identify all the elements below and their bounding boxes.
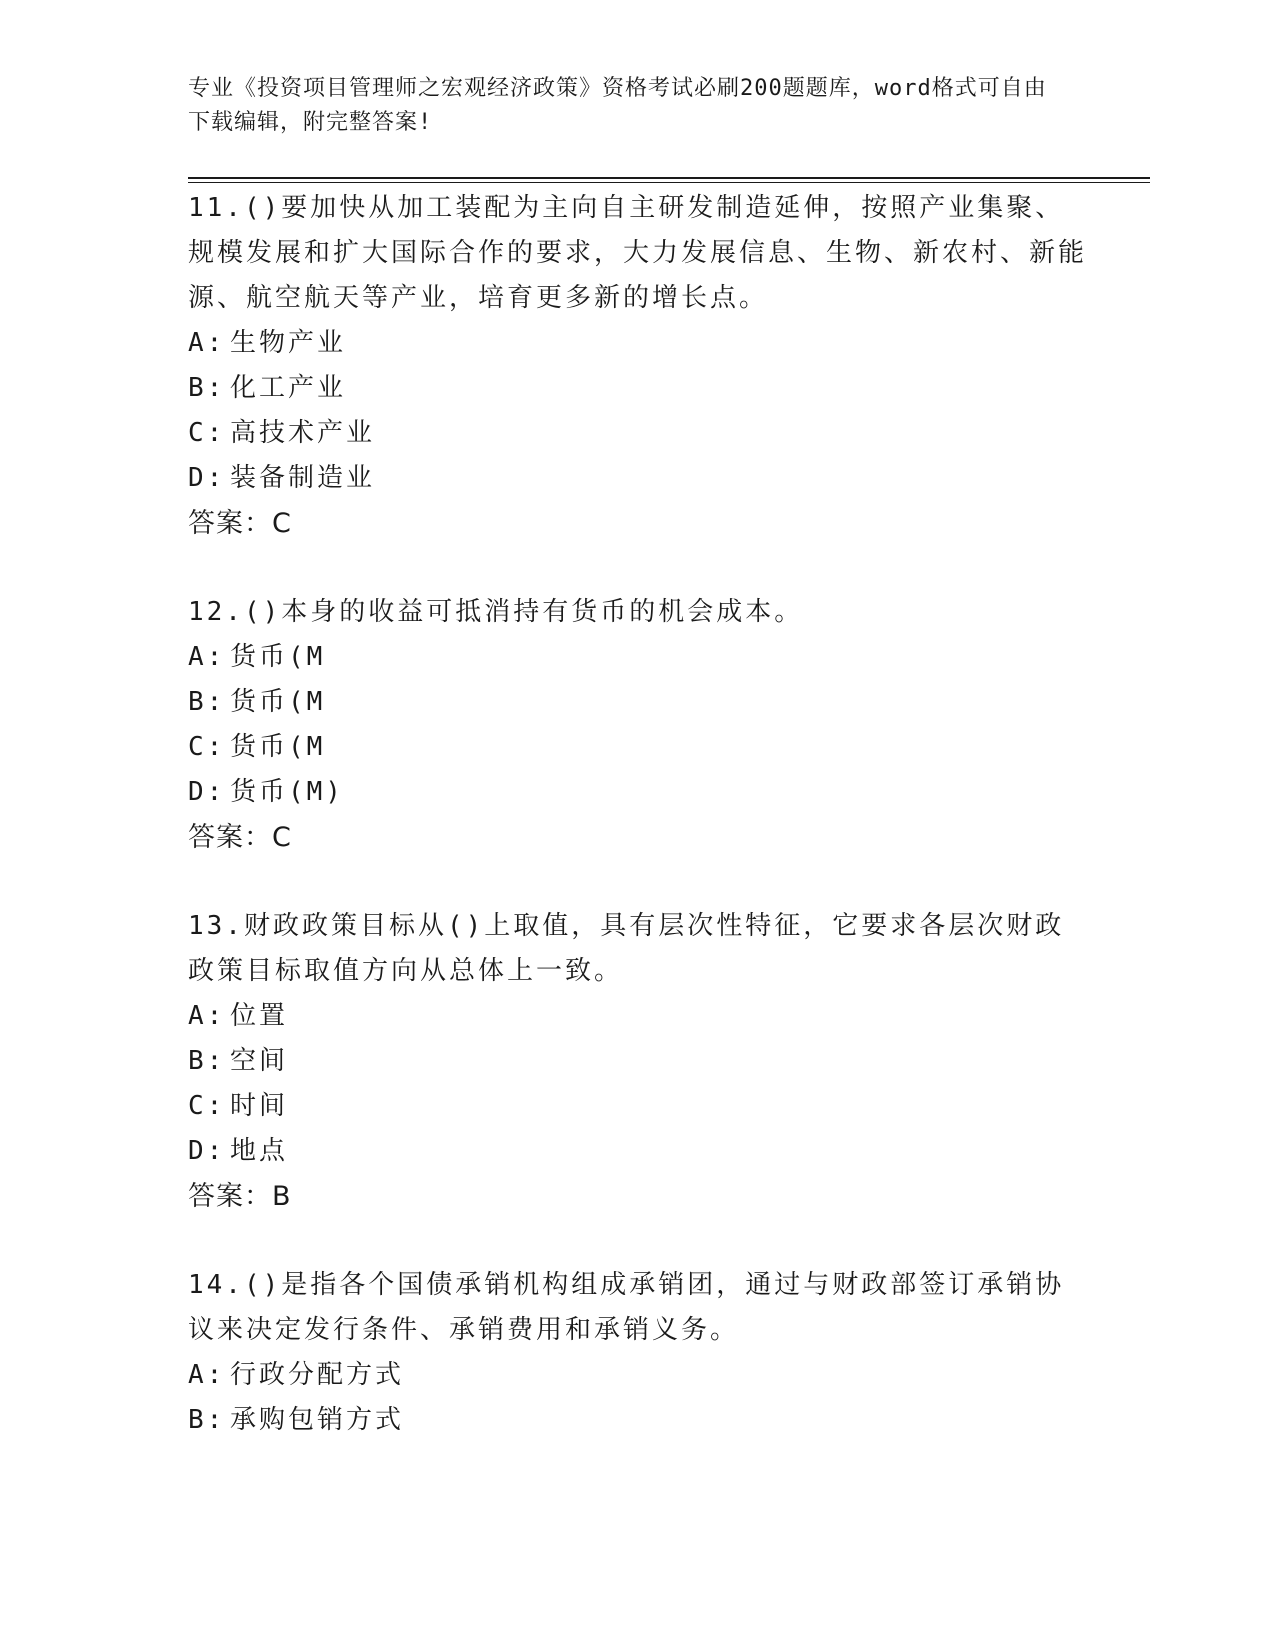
- option-text: 货币(M: [230, 642, 326, 672]
- option-key: B:: [188, 1405, 226, 1435]
- option-key: C:: [188, 1091, 226, 1121]
- option-key: D:: [188, 777, 226, 807]
- option-d: [188, 1129, 1088, 1174]
- option-text: 货币(M: [230, 687, 326, 717]
- option-a: [188, 635, 1088, 680]
- option-a: [188, 1353, 1088, 1398]
- question-stem: 12.()本身的收益可抵消持有货币的机会成本。: [188, 597, 804, 627]
- option-key: D:: [188, 463, 226, 493]
- option-text: 高技术产业: [230, 418, 376, 448]
- option-text: 化工产业: [230, 373, 347, 403]
- answer-line: 答案：C: [188, 508, 292, 539]
- question-14: [188, 1263, 1088, 1443]
- option-text: 货币(M: [230, 732, 326, 762]
- question-12: [188, 590, 1088, 860]
- option-text: 空间: [230, 1046, 289, 1076]
- option-text: 货币(M): [230, 777, 344, 807]
- question-stem: 14.()是指各个国债承销机构组成承销团，通过与财政部签订承销协议来决定发行条件、承销费用和承销义务。: [188, 1270, 1065, 1345]
- question-list: [188, 186, 1088, 1487]
- option-c: [188, 725, 1088, 770]
- answer-line: 答案：B: [188, 1181, 292, 1212]
- option-b: [188, 1398, 1088, 1443]
- option-key: A:: [188, 1360, 226, 1390]
- option-key: B:: [188, 687, 226, 717]
- document-header: 专业《投资项目管理师之宏观经济政策》资格考试必刷200题题库，word格式可自由下载编辑，附完整答案!: [188, 76, 1047, 135]
- option-text: 承购包销方式: [230, 1405, 405, 1435]
- option-key: D:: [188, 1136, 226, 1166]
- answer-line: 答案：C: [188, 822, 292, 853]
- option-c: [188, 1084, 1088, 1129]
- option-text: 装备制造业: [230, 463, 376, 493]
- option-b: [188, 680, 1088, 725]
- option-key: C:: [188, 732, 226, 762]
- option-text: 位置: [230, 1001, 289, 1031]
- option-text: 行政分配方式: [230, 1360, 405, 1390]
- header-divider: [188, 177, 1150, 183]
- option-key: A:: [188, 328, 226, 358]
- option-key: C:: [188, 418, 226, 448]
- option-text: 地点: [230, 1136, 289, 1166]
- option-d: [188, 456, 1088, 501]
- option-key: B:: [188, 1046, 226, 1076]
- option-key: B:: [188, 373, 226, 403]
- option-d: [188, 770, 1088, 815]
- option-a: [188, 994, 1088, 1039]
- option-text: 时间: [230, 1091, 289, 1121]
- option-b: [188, 366, 1088, 411]
- option-key: A:: [188, 642, 226, 672]
- question-11: [188, 186, 1088, 546]
- option-c: [188, 411, 1088, 456]
- option-text: 生物产业: [230, 328, 347, 358]
- question-13: [188, 904, 1088, 1219]
- option-b: [188, 1039, 1088, 1084]
- question-stem: 11.()要加快从加工装配为主向自主研发制造延伸，按照产业集聚、规模发展和扩大国际合作的要求，大力发展信息、生物、新农村、新能源、航空航天等产业，培育更多新的增长点。: [188, 193, 1088, 313]
- option-key: A:: [188, 1001, 226, 1031]
- question-stem: 13.财政政策目标从()上取值，具有层次性特征，它要求各层次财政政策目标取值方向从总体上一致。: [188, 911, 1065, 986]
- option-a: [188, 321, 1088, 366]
